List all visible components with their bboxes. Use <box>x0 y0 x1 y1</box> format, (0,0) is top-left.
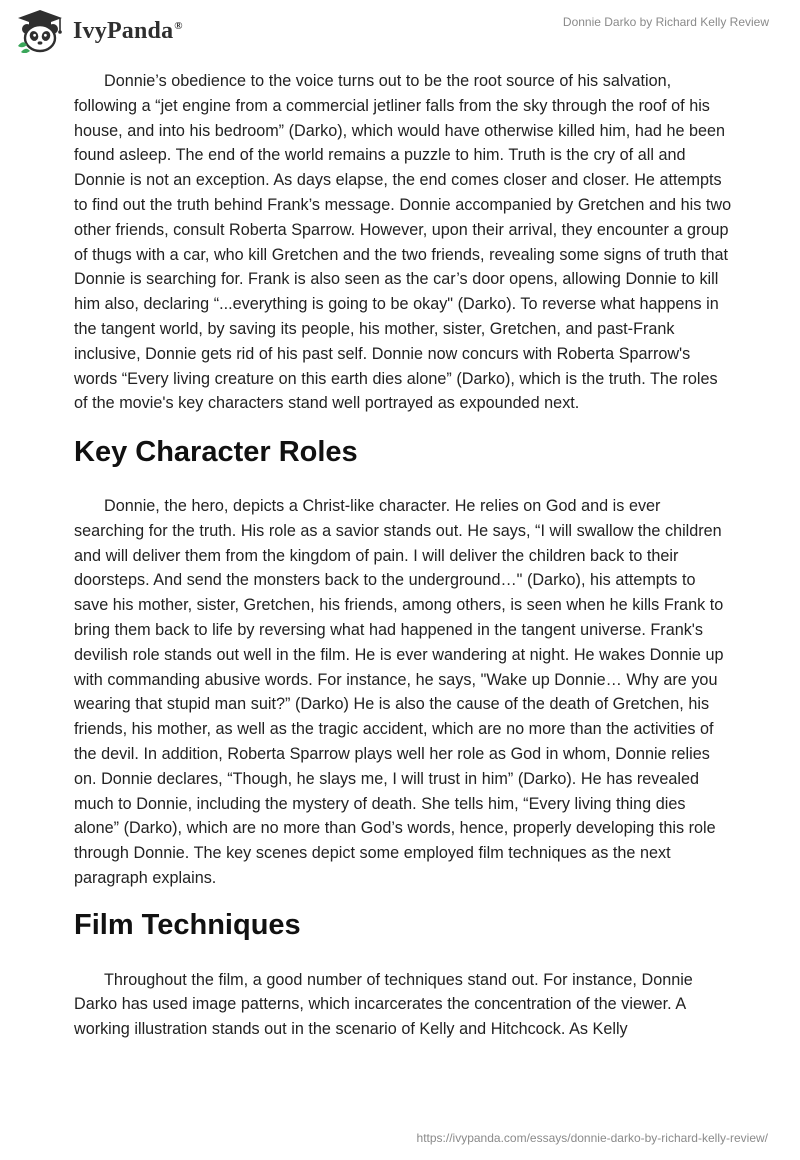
ivypanda-logo[interactable] <box>15 9 183 53</box>
source-url[interactable]: https://ivypanda.com/essays/donnie-darko-by-richard-kelly-review/ <box>416 1131 768 1145</box>
paragraph-salvation: Donnie’s obedience to the voice turns out to be the root source of his salvation, following a “jet engine from a commercial jetliner falls from the sky through the roof of his house, and into his bedroom” (Darko), which would have otherwise killed him, had he been found asleep. The end of the world remains a puzzle to him. Truth is the cry of all and Donnie is not an exception. As days elapse, the end comes closer and closer. He attempts to find out the truth behind Frank’s message. Donnie accompanied by Gretchen and his two other friends, consult Roberta Sparrow. However, upon their arrival, they encounter a group of thugs with a car, who kill Gretchen and the two friends, revealing some signs of truth that Donnie is searching for. Frank is also seen as the car’s door opens, allowing Donnie to kill him also, declaring “...everything is going to be okay" (Darko). To reverse what happens in the tangent world, by saving its people, his mother, sister, Gretchen, and past-Frank inclusive, Donnie gets rid of his past self. Donnie now concurs with Roberta Sparrow's words “Every living creature on this earth dies alone” (Darko), which is the truth. The roles of the movie's key characters stand well portrayed as expounded next. <box>74 72 732 413</box>
panda-graduate-icon <box>15 9 65 53</box>
paragraph-key-characters: Donnie, the hero, depicts a Christ-like character. He relies on God and is ever searching for the truth. His role as a savior stands out. He says, “I will swallow the children and will deliver them from the kingdom of pain. I will deliver the children back to their doorsteps. And send the monsters back to the underground…" (Darko), his attempts to save his mother, sister, Gretchen, his friends, among others, is seen when he kills Frank to bring them back to life by reversing what had happened in the tangent universe. Frank's devilish role stands out well in the film. He is ever wandering at night. He wakes Donnie up with commanding abusive words. For instance, he says, "Wake up Donnie… Why are you wearing that stupid man suit?” (Darko) He is also the cause of the death of Gretchen, his friends, his mother, as well as the tragic accident, which are no more than the activities of the devil. In addition, Roberta Sparrow plays well her role as God in whom, Donnie relies on. Donnie declares, “Though, he slays me, I will trust in him” (Darko). He has revealed much to Donnie, including the mystery of death. She tells him, “Every living thing dies alone” (Darko), which are no more than God’s words, hence, properly developing this role through Donnie. The key scenes depict some employed film techniques as the next paragraph explains. <box>74 496 724 887</box>
paragraph-film-techniques: Throughout the film, a good number of techniques stand out. For instance, Donnie Darko has used image patterns, which incarcerates the concentration of the viewer. A working illustration stands out in the scenario of Kelly and Hitchcock. As Kelly <box>74 970 693 1039</box>
page-header <box>0 0 800 60</box>
brand-name: IvyPanda® <box>73 17 183 44</box>
essay-body <box>74 69 734 1042</box>
document-title: Donnie Darko by Richard Kelly Review <box>562 15 769 29</box>
heading-film-techniques: Film Techniques <box>74 908 301 941</box>
heading-key-character-roles: Key Character Roles <box>74 436 358 469</box>
